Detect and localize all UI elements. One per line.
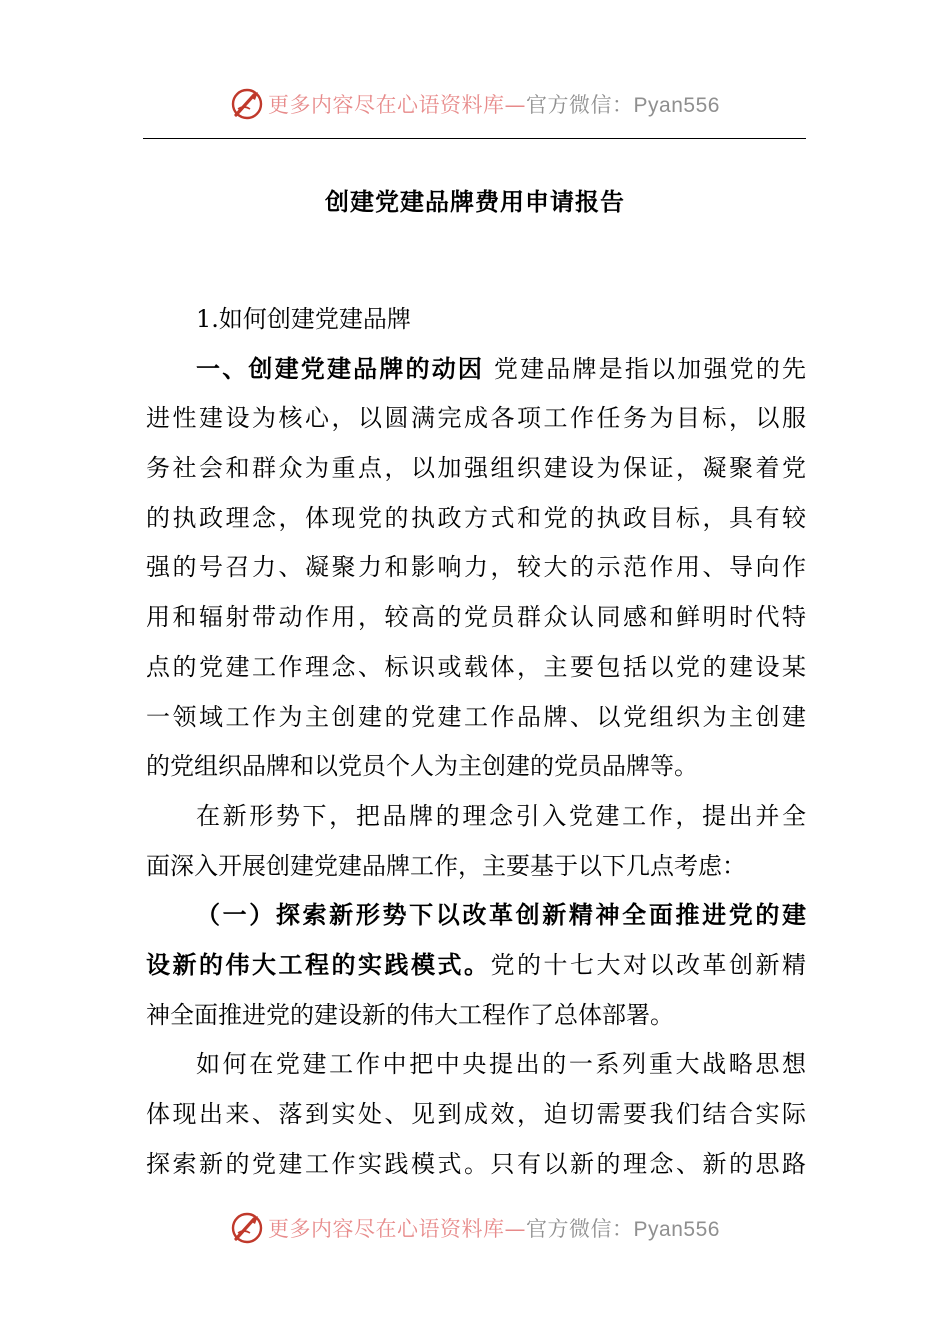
watermark-text: 更多内容尽在心语资料库—官方微信：Pyan556 <box>268 93 720 117</box>
subheading-1-line-2: 设新的伟大工程的实践模式。党的十七大对以改革创新精 <box>146 950 806 979</box>
subheading-1-line: （一）探索新形势下以改革创新精神全面推进党的建 <box>196 901 806 930</box>
paragraph-3-line: 如何在党建工作中把中央提出的一系列重大战略思想 <box>196 1050 806 1079</box>
paragraph-2-line: 在新形势下，把品牌的理念引入党建工作，提出并全 <box>196 801 806 830</box>
paragraph-1-line: 的党组织品牌和以党员个人为主创建的党员品牌等。 <box>146 752 698 781</box>
document-body <box>146 295 806 1189</box>
watermark-banner-top <box>0 84 950 124</box>
paragraph-1-line: 的执政理念，体现党的执政方式和党的执政目标，具有较 <box>146 503 806 532</box>
paragraph-1-line: 强的号召力、凝聚力和影响力，较大的示范作用、导向作 <box>146 553 806 582</box>
paragraph-3-line: 探索新的党建工作实践模式。只有以新的理念、新的思路 <box>146 1149 806 1178</box>
paragraph-1-line: 点的党建工作理念、标识或载体，主要包括以党的建设某 <box>146 652 806 681</box>
paragraph-2-line: 面深入开展创建党建品牌工作，主要基于以下几点考虑： <box>146 851 746 880</box>
watermark-banner-bottom <box>0 1208 950 1248</box>
watermark-text: 更多内容尽在心语资料库—官方微信：Pyan556 <box>268 1217 720 1241</box>
paragraph-1-line-1: 一、创建党建品牌的动因 党建品牌是指以加强党的先 <box>196 354 807 383</box>
header-rule <box>143 138 806 139</box>
document-title: 创建党建品牌费用申请报告 <box>325 188 625 216</box>
paragraph-3-line: 体现出来、落到实处、见到成效，迫切需要我们结合实际 <box>146 1100 806 1128</box>
paragraph-1-line: 一领域工作为主创建的党建工作品牌、以党组织为主创建 <box>146 702 806 731</box>
paragraph-1-line: 务社会和群众为重点，以加强组织建设为保证，凝聚着党 <box>146 454 806 483</box>
pen-logo-icon <box>230 1211 264 1245</box>
subheading-1-tail: 神全面推进党的建设新的伟大工程作了总体部署。 <box>146 1000 674 1029</box>
heading-1: 1.如何创建党建品牌 <box>196 305 411 333</box>
paragraph-1-line: 进性建设为核心，以圆满完成各项工作任务为目标，以服 <box>146 404 806 433</box>
pen-logo-icon <box>230 87 264 121</box>
paragraph-1-line: 用和辐射带动作用，较高的党员群众认同感和鲜明时代特 <box>146 603 806 632</box>
section-1-label: 一、创建党建品牌的动因 <box>196 354 485 383</box>
